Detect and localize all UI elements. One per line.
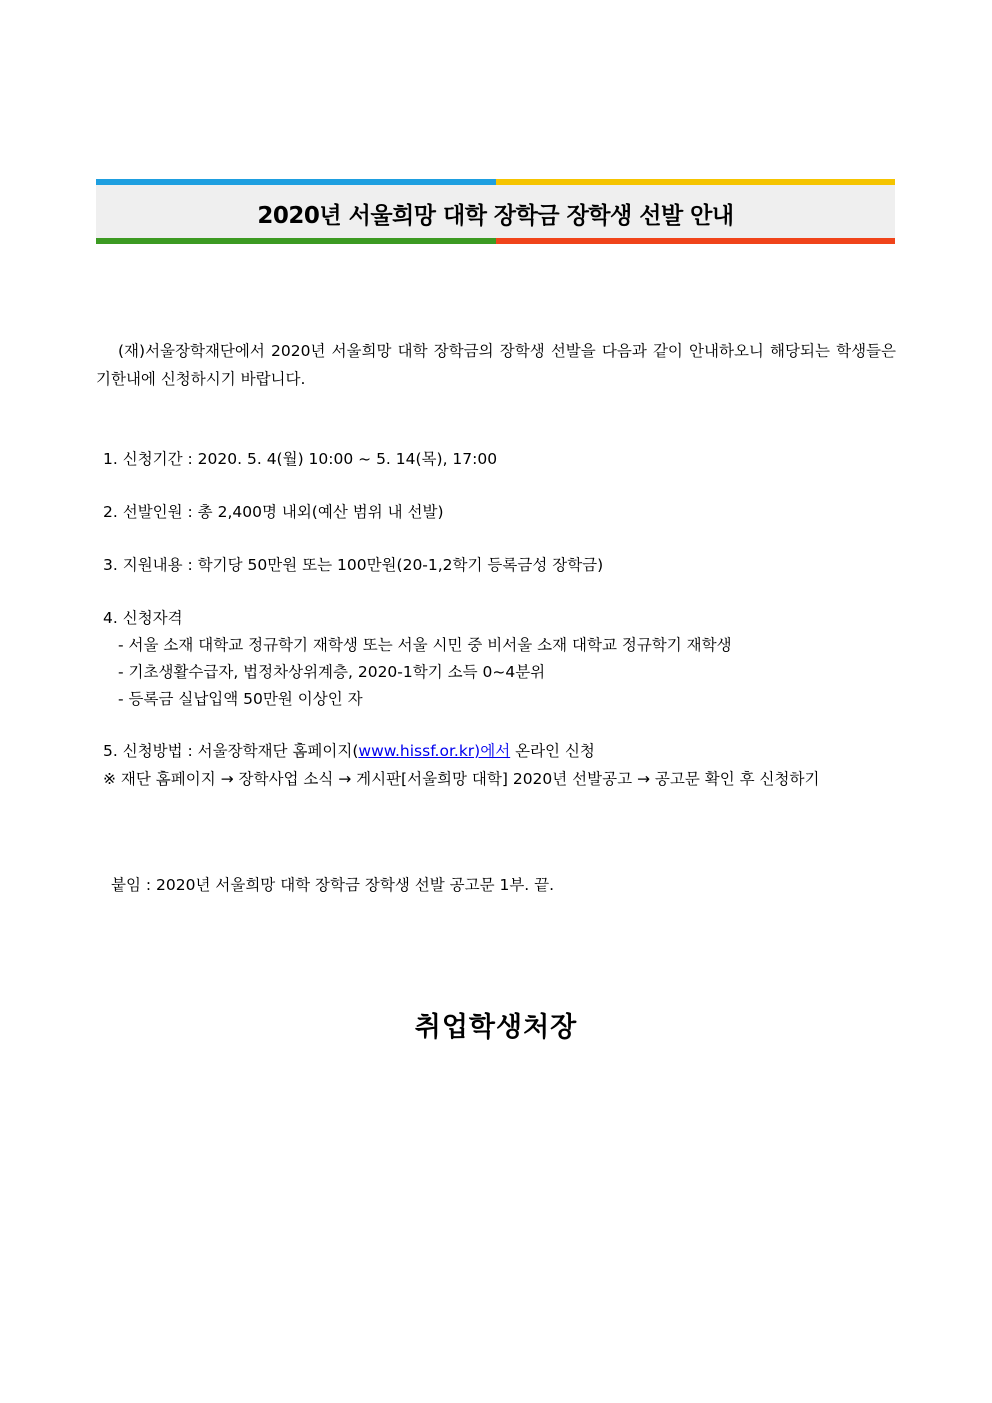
item-application-period: 1. 신청기간 : 2020. 5. 4(월) 10:00 ~ 5. 14(목), 17:00 — [103, 450, 498, 468]
intro-paragraph: (재)서울장학재단에서 2020년 서울희망 대학 장학금의 장학생 선발을 다음과 같이 안내하오니 해당되는 학생들은 기한내에 신청하시기 바랍니다. — [96, 342, 896, 388]
foundation-website-link[interactable]: www.hissf.or.kr)에서 — [358, 742, 511, 760]
title-bar-bottom-left — [96, 238, 496, 244]
eligibility-bullet-3: - 등록금 실납입액 50만원 이상인 자 — [118, 690, 363, 708]
attachment-line: 붙임 : 2020년 서울희망 대학 장학금 장학생 선발 공고문 1부. 끝. — [111, 876, 555, 894]
title-bar-top-right — [496, 179, 895, 185]
title-banner — [96, 179, 895, 244]
title-bar-top-left — [96, 179, 496, 185]
signature-issuer: 취업학생처장 — [414, 1012, 578, 1043]
eligibility-bullet-2: - 기초생활수급자, 법정차상위계층, 2020-1학기 소득 0~4분위 — [118, 663, 546, 681]
eligibility-bullet-1: - 서울 소재 대학교 정규학기 재학생 또는 서울 시민 중 비서울 소재 대학교 정규학기 재학생 — [118, 636, 732, 654]
document-title: 2020년 서울희망 대학 장학금 장학생 선발 안내 — [257, 203, 734, 229]
item-selection-count: 2. 선발인원 : 총 2,400명 내외(예산 범위 내 선발) — [103, 503, 444, 521]
item-application-method — [103, 739, 595, 761]
item-eligibility-heading: 4. 신청자격 — [103, 609, 183, 627]
title-bar-bottom-right — [496, 238, 895, 244]
item-support-content: 3. 지원내용 : 학기당 50만원 또는 100만원(20-1,2학기 등록금성 장학금) — [103, 556, 604, 574]
method-suffix: 온라인 신청 — [510, 742, 595, 760]
application-route-note: ※ 재단 홈페이지 → 장학사업 소식 → 게시판[서울희망 대학] 2020년 선발공고 → 공고문 확인 후 신청하기 — [103, 770, 820, 788]
method-prefix: 5. 신청방법 : 서울장학재단 홈페이지( — [103, 742, 359, 760]
